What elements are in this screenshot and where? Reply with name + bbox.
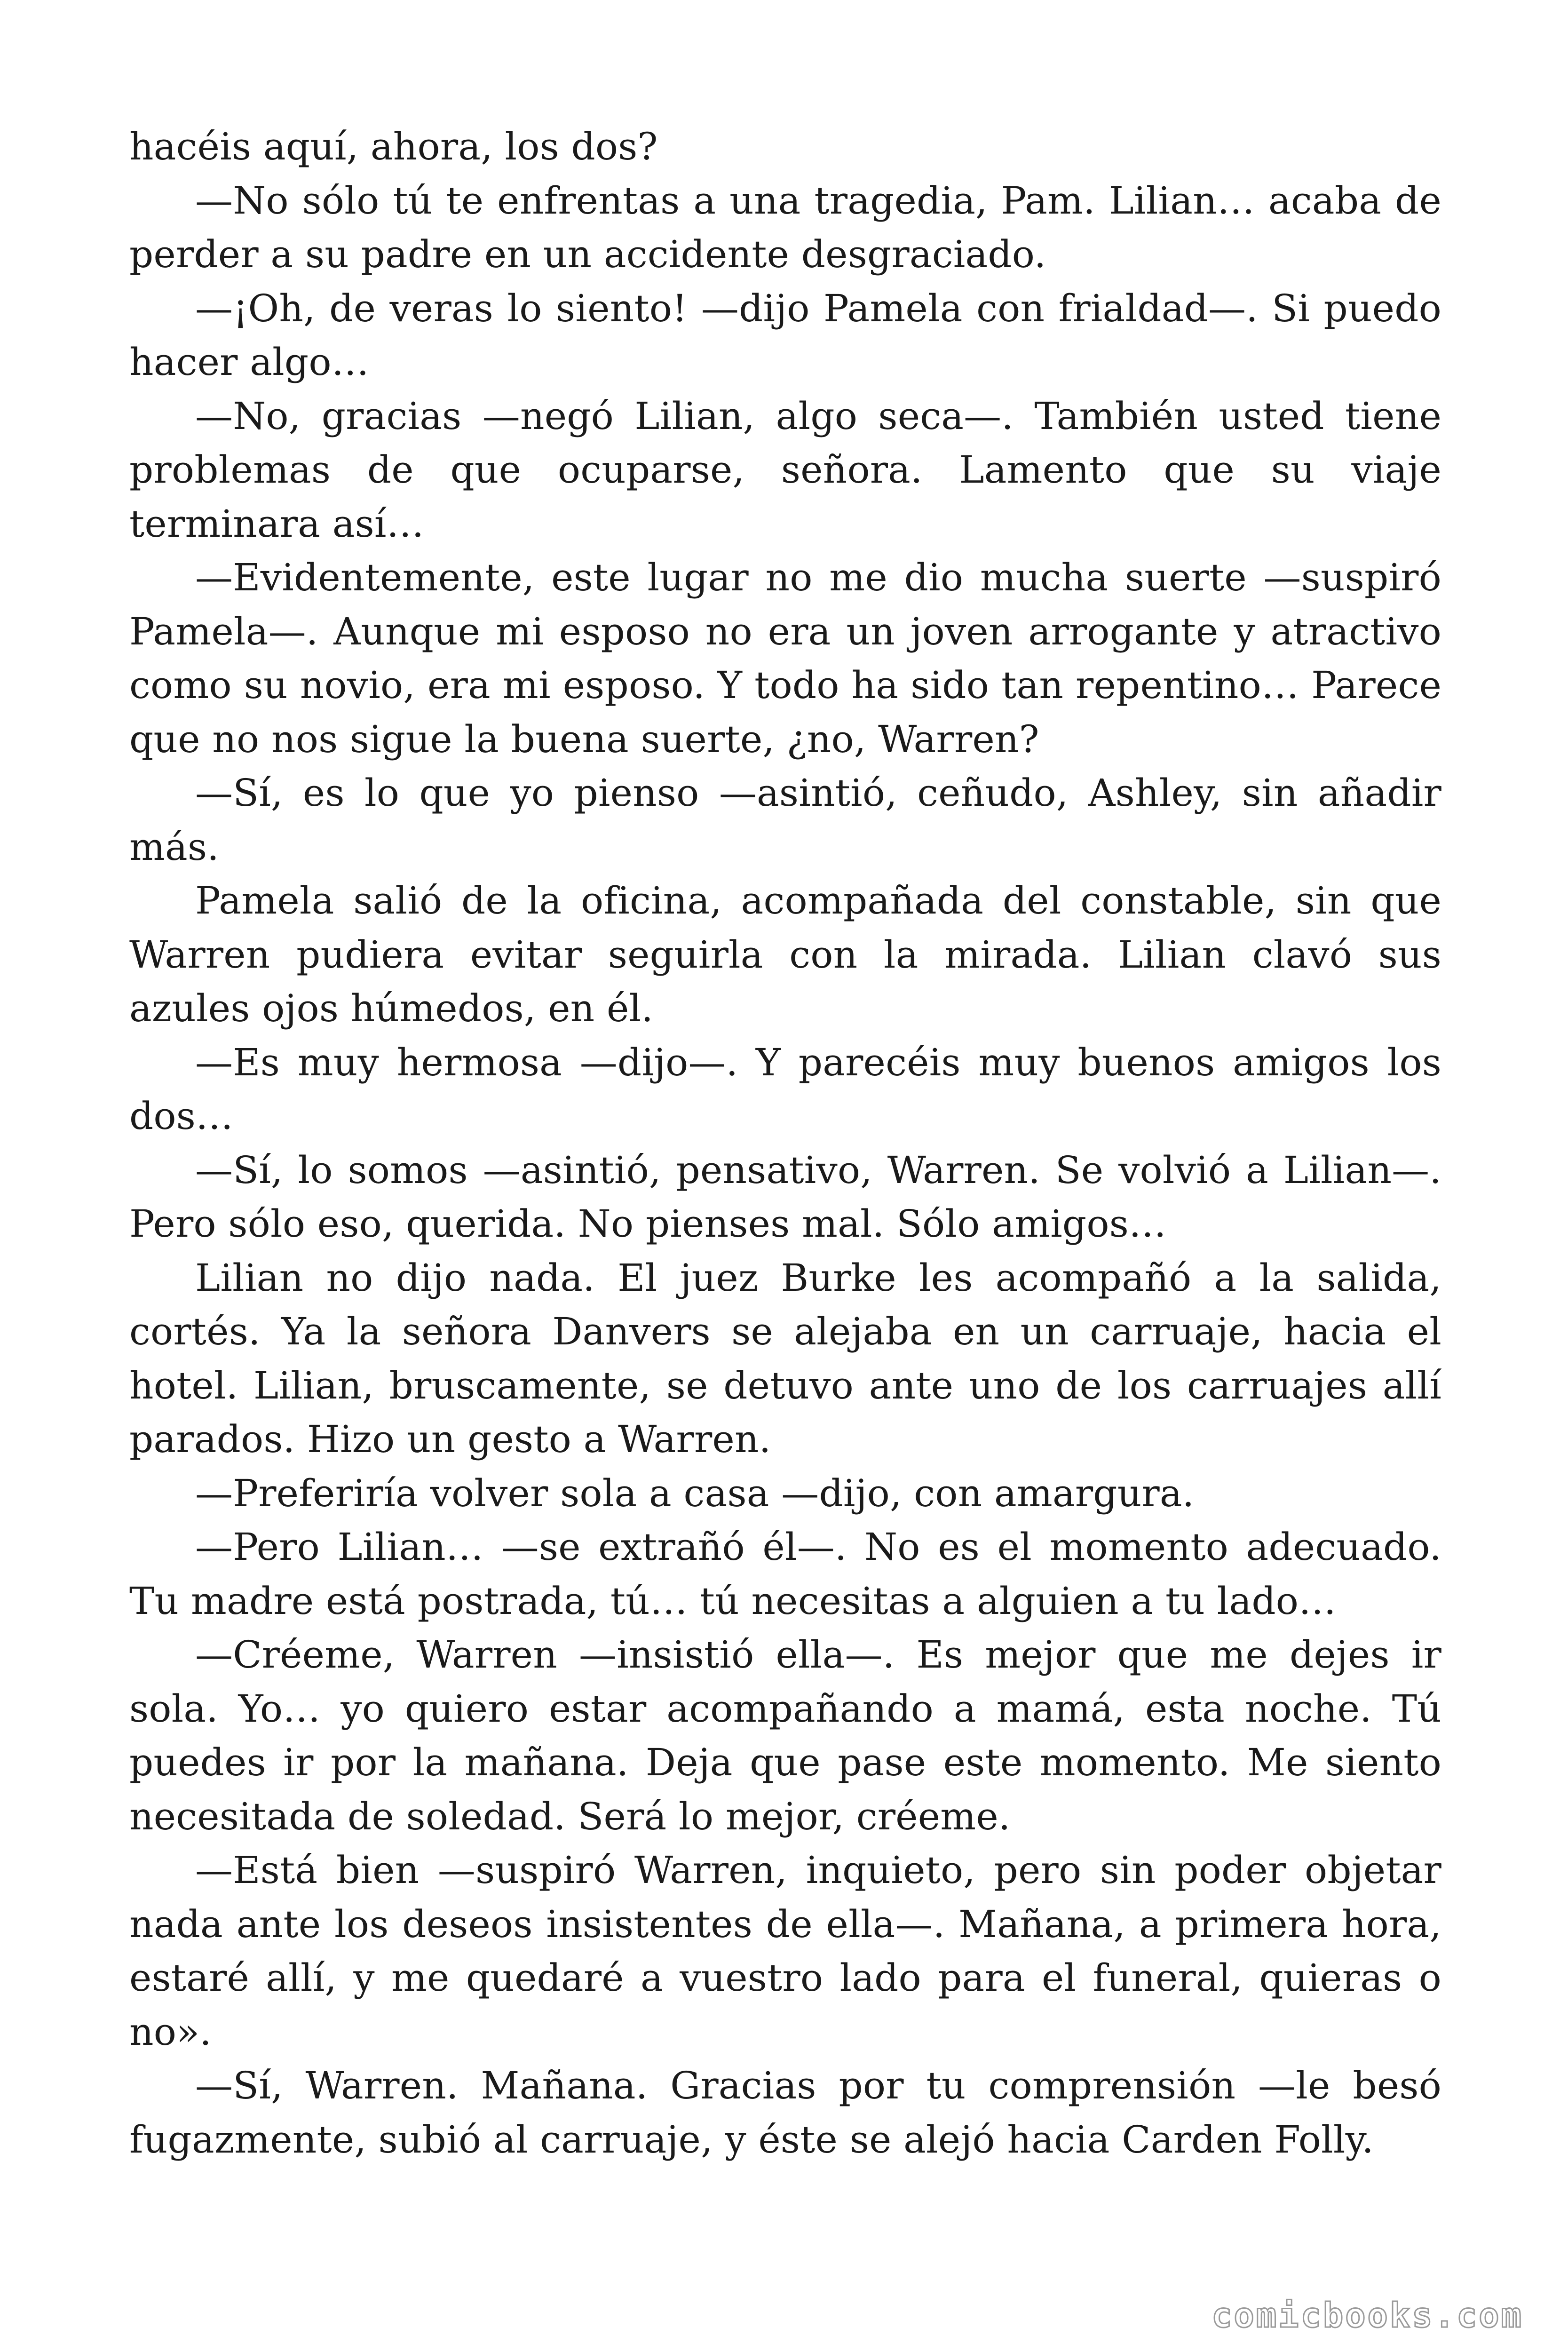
paragraph: —Pero Lilian… —se extrañó él—. No es el momento adecuado. Tu madre está postrada, tú… tú necesitas a alguien a tu lado…	[129, 1525, 1441, 1623]
paragraph: —Créeme, Warren —insistió ella—. Es mejor que me dejes ir sola. Yo… yo quiero estar acompañando a mamá, esta noche. Tú puedes ir por la mañana. Deja que pase este momento. Me siento necesitada de soledad. Será lo mejor, créeme.	[129, 1633, 1441, 1838]
paragraph: —No sólo tú te enfrentas a una tragedia, Pam. Lilian… acaba de perder a su padre en un accidente desgraciado.	[129, 178, 1441, 276]
watermark-text: comicbooks.com	[1212, 2296, 1523, 2335]
paragraph: —Evidentemente, este lugar no me dio mucha suerte —suspiró Pamela—. Aunque mi esposo no era un joven arrogante y atractivo como su novio, era mi esposo. Y todo ha sido tan repentino… Parece que no nos sigue la buena suerte, ¿no, Warren?	[129, 556, 1441, 761]
paragraph: —Preferiría volver sola a casa —dijo, con amargura.	[195, 1471, 1195, 1515]
paragraph: —¡Oh, de veras lo siento! —dijo Pamela con frialdad—. Si puedo hacer algo…	[129, 286, 1441, 384]
paragraph: —Está bien —suspiró Warren, inquieto, pero sin poder objetar nada ante los deseos insistentes de ella—. Mañana, a primera hora, estaré allí, y me quedaré a vuestro lado para el funeral, quieras o no».	[129, 1848, 1441, 2054]
paragraph: Lilian no dijo nada. El juez Burke les acompañó a la salida, cortés. Ya la señora Danvers se alejaba en un carruaje, hacia el hotel. Lilian, bruscamente, se detuvo ante uno de los carruajes allí parados. Hizo un gesto a Warren.	[129, 1255, 1441, 1461]
paragraph: —Sí, lo somos —asintió, pensativo, Warren. Se volvió a Lilian—. Pero sólo eso, querida. No pienses mal. Sólo amigos…	[129, 1148, 1441, 1246]
paragraph: hacéis aquí, ahora, los dos?	[129, 125, 658, 168]
paragraph: Pamela salió de la oficina, acompañada del constable, sin que Warren pudiera evitar seguirla con la mirada. Lilian clavó sus azules ojos húmedos, en él.	[129, 879, 1441, 1030]
paragraph: —Sí, es lo que yo pienso —asintió, ceñudo, Ashley, sin añadir más.	[129, 771, 1441, 869]
paragraph: —Sí, Warren. Mañana. Gracias por tu comprensión —le besó fugazmente, subió al carruaje, y éste se alejó hacia Carden Folly.	[129, 2064, 1441, 2161]
paragraph: —No, gracias —negó Lilian, algo seca—. También usted tiene problemas de que ocuparse, señora. Lamento que su viaje terminara así…	[129, 394, 1441, 546]
paragraph: —Es muy hermosa —dijo—. Y parecéis muy buenos amigos los dos…	[129, 1040, 1441, 1138]
body-text	[129, 120, 1441, 2167]
